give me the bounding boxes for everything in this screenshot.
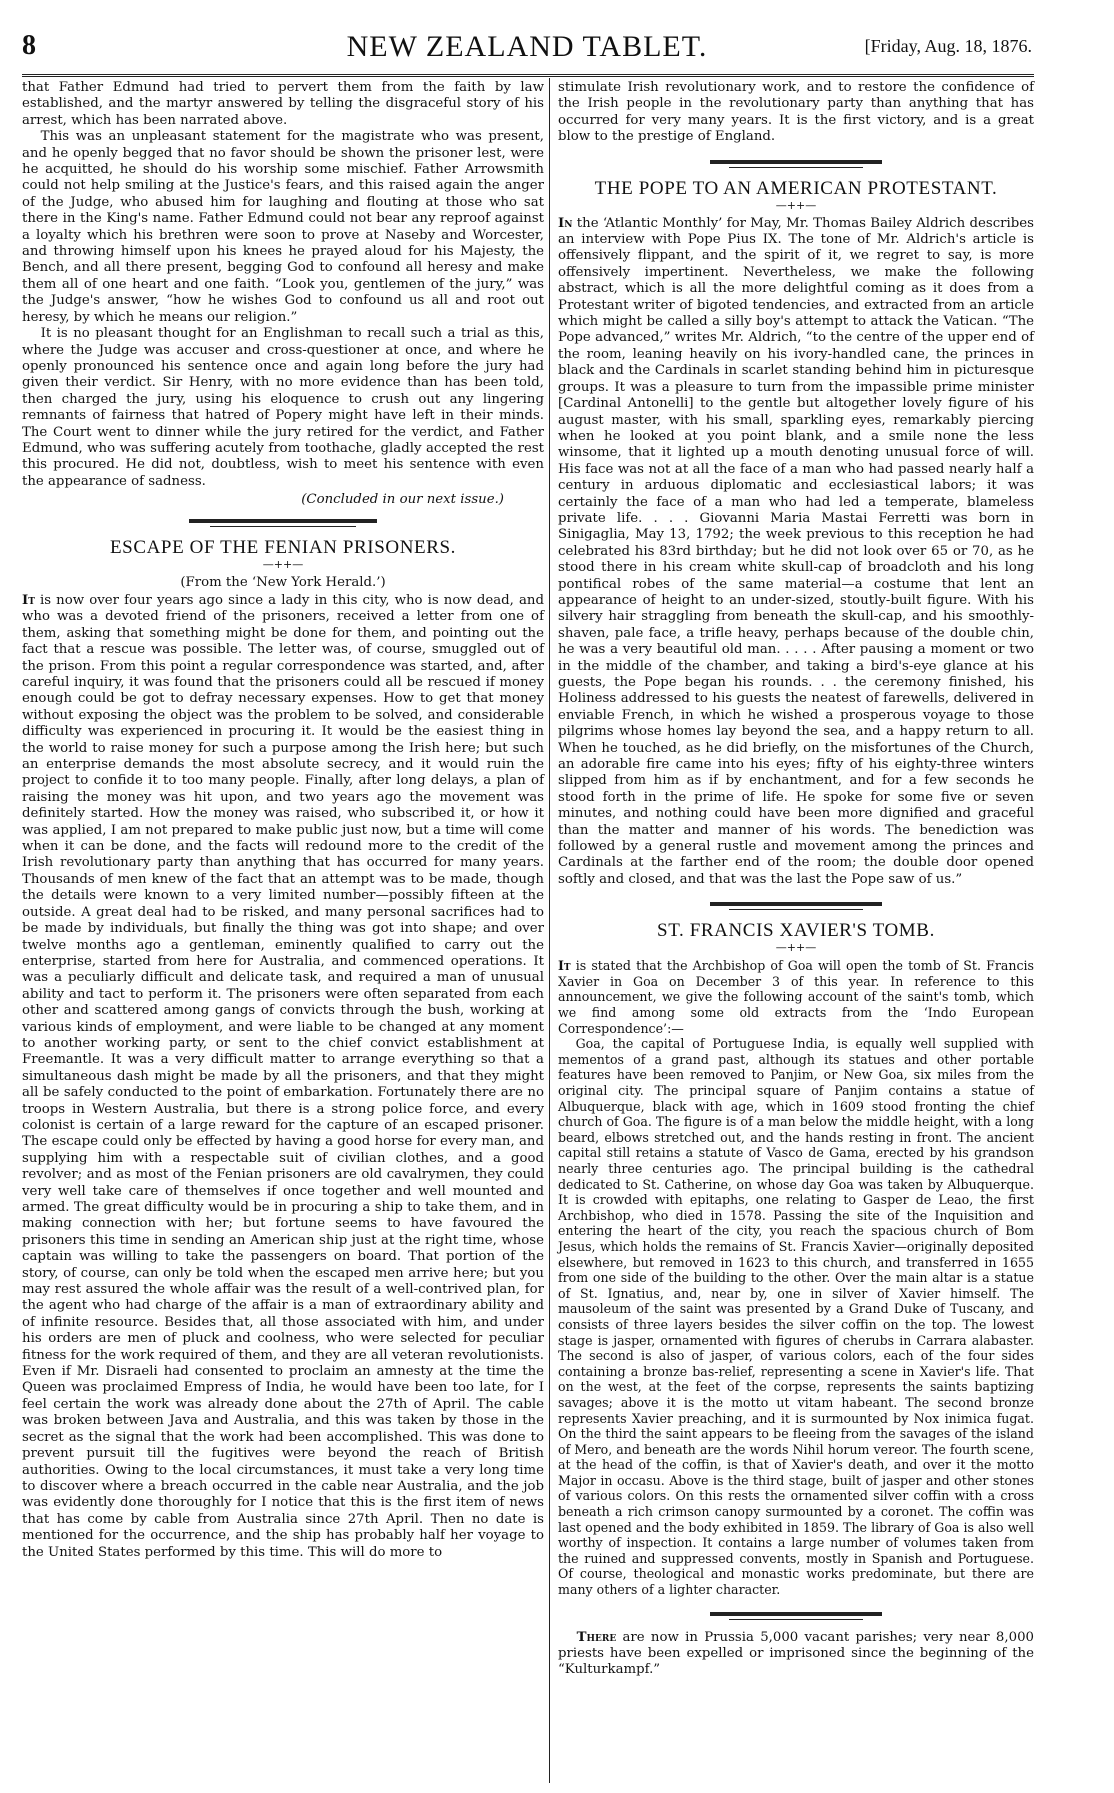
article-paragraph: It is no pleasant thought for an Englishman to recall such a trial as this, where the Judge was accuser and cross-questioner at once, and where he openly pronounced his sentence once and again long before the jury had given their verdict. Sir Henry, with no more evidence than has been told, then charged the jury, using his eloquence to crush out any lingering remnants of fairness that hatred of Popery might have left in their minds. The Court went to dinner while the jury retired for the verdict, and Father Edmund, who was suffering acutely from toothache, gladly accepted the rest this procured. He did not, doubtless, wish to meet his sentence with even the appearance of sadness. (22, 326, 544, 489)
xavier-intro-text: is stated that the Archbishop of Goa will open the tomb of St. Francis Xavier in Goa on December 3 of this year. In reference to this announcement, we give the following account of the saint's tomb, which we find among some old extracts from the ‘Indo European Correspondence’:— (558, 958, 1034, 1036)
masthead: NEW ZEALAND TABLET. (346, 30, 708, 63)
issue-date: [Friday, Aug. 18, 1876. (864, 36, 1032, 56)
concluded-note: (Concluded in our next issue.) (301, 492, 504, 508)
fenian-article-title: ESCAPE OF THE FENIAN PRISONERS. (109, 536, 457, 558)
pope-article-body (558, 216, 1034, 889)
xavier-article-title: ST. FRANCIS XAVIER'S TOMB. (657, 920, 935, 942)
title-ornament: —++— (775, 941, 817, 955)
article-paragraph: This was an unpleasant statement for the magistrate who was present, and he openly begged that no favor should be shown the prisoner lest, were he acquitted, he should do his worship some mischief. Father Arrowsmith could not help smiling at the Justice's fears, and this raised again the anger of the Judge, who abused him for laughing and flouting at those who sat there in the King's name. Father Edmund could not bear any reproof against a loyalty which his brethren were soon to prove at Naseby and Worcester, and throwing himself upon his knees he prayed aloud for his Majesty, the Bench, and all there present, begging God to confound all heresy and make them all of one heart and one faith. “Look you, gentlemen of the jury,” was the Judge's answer, “how he wishes God to confound us all and root out heresy, by which he means our religion.” (22, 129, 544, 325)
dropcap-word: It (558, 958, 571, 974)
fenian-source-line: (From the ‘New York Herald.’) (180, 574, 386, 590)
article-paragraph: that Father Edmund had tried to pervert them from the faith by law established, and the martyr answered by telling the disgraceful story of his arrest, which has been narrated above. (22, 80, 544, 128)
section-separator (22, 513, 544, 531)
right-column (558, 80, 1034, 1679)
title-ornament: —++— (775, 198, 817, 212)
pope-article-title: THE POPE TO AN AMERICAN PROTESTANT. (594, 177, 998, 199)
prussia-note (558, 1630, 1034, 1679)
fenian-text: is now over four years ago since a lady in this city, who is now dead, and who was a devoted friend of the prisoners, received a letter from one of them, asking that something might be done for them, and pointing out the fact that a rescue was possible. The letter was, of course, smuggled out of the prison. From this point a regular correspondence was started, and, after careful inquiry, it was found that the prisoners could all be rescued if money enough could be got to defray necessary expenses. How to get that money without exposing the object was the problem to be solved, and considerable difficulty was experienced in procuring it. It would be the easiest thing in the world to raise money for such a purpose among the Irish here; but such an enterprise demands the most absolute secrecy, and it would ruin the project to confide it to too many people. Finally, after long delays, a plan of raising the money was hit upon, and two years ago the movement was definitely started. How the money was raised, who subscribed it, or how it was applied, I am not prepared to make public just now, but a time will come when it can be done, and the facts will redound more to the credit of the Irish revolutionary party than anything that has occurred for many years. Thousands of men knew of the fact that an attempt was to be made, though the details were known to a very limited number—possibly fifteen at the outside. A great deal had to be risked, and many personal sacrifices had to be made by individuals, but finally the thing was got into shape; and over twelve months ago a gentleman, eminently qualified to carry out the enterprise, started from here for Australia, and commenced operations. It was a peculiarly difficult and delicate task, and required a man of unusual ability and tact to perform it. The prisoners were often separated from each other and scattered among gangs of convicts through the bush, working at various kinds of employment, and were liable to be changed at any moment to another working party, or sent to the chief convict establishment at Freemantle. It was a very difficult matter to arrange everything so that a simultaneous dash might be made by all the prisoners, and that they might all be safely conducted to the point of embarkation. Fortunately there are no troops in Western Australia, but there is a strong police force, and every colonist is certain of a large reward for the capture of an escaped prisoner. The escape could only be effected by having a good horse for every man, and supplying him with a respectable suit of civilian clothes, and a good revolver; and as most of the Fenian prisoners are old cavalrymen, they could very well take care of themselves if once together and well mounted and armed. The great difficulty would be in procuring a ship to take them, and in making connection with her; but fortune seems to have favoured the prisoners this time in sending an American ship just at the right time, whose captain was willing to take the passengers on board. That portion of the story, of course, can only be told when the escaped men arrive here; but you may rest assured the whole affair was the result of a well-contrived plan, for the agent who had charge of the affair is a man of extraordinary ability and of infinite resource. Besides that, all those associated with him, and under his orders are men of pluck and coolness, who were selected for peculiar fitness for the work required of them, and they are all veteran revolutionists. Even if Mr. Disraeli had consented to proclaim an amnesty at the time the Queen was proclaimed Empress of India, he would have been too late, for I feel certain the work was already done about the 27th of April. The cable was broken between Java and Australia, and this was taken by those in the secret as the signal that the work had been accomplished. This was done to prevent pursuit till the fugitives were beyond the reach of British authorities. Owing to the local circumstances, it must take a very long time to discover where a breach occurred in the cable near Australia, and the job was evidently done thoroughly for I notice that this is the first item of news that has come by cable from Australia since 27th April. Then no date is mentioned for the occurrence, and the ship has probably half her voyage to the United States performed by this time. This will do more to (22, 592, 544, 1560)
dropcap-word: There (576, 1629, 617, 1645)
section-separator (558, 1606, 1034, 1624)
page-header (22, 30, 1032, 74)
xavier-article-body: Goa, the capital of Portuguese India, is equally well supplied with mementos of a grand past, although its statues and other portable features have been removed to Panjim, or New Goa, six miles from the original city. The principal square of Panjim contains a statue of Albuquerque, black with age, which in 1609 stood fronting the chief church of Goa. The figure is of a man below the middle height, with a long beard, elbows stretched out, and the hands resting in front. The ancient capital still retains a statute of Vasco de Gama, erected by his grandson nearly three centuries ago. The principal building is the cathedral dedicated to St. Catherine, on whose day Goa was taken by Albuquerque. It is crowded with epitaphs, one relating to Gasper de Leao, the first Archbishop, who died in 1578. Passing the site of the Inquisition and entering the heart of the city, you reach the spacious church of Bom Jesus, which holds the remains of St. Francis Xavier—originally deposited elsewhere, but removed in 1623 to this church, and transferred in 1655 from one side of the building to the other. Over the main altar is a statue of St. Ignatius, and, near by, one in silver of Xavier himself. The mausoleum of the saint was presented by a Grand Duke of Tuscany, and consists of three layers besides the silver coffin on the top. The lowest stage is jasper, ornamented with figures of cherubs in Carrara alabaster. The second is also of jasper, of various colors, each of the four sides containing a bronze bas-relief, representing a scene in Xavier's life. That on the west, at the feet of the corpse, represents the saints baptizing savages; above it is the motto ut vitam habeant. The second bronze represents Xavier preaching, and it is surmounted by Nox inimica fugat. On the third the saint appears to be fleeing from the savages of the island of Mero, and beneath are the words Nihil horum vereor. The fourth scene, at the head of the coffin, is that of Xavier's death, and over it the motto Major in occasu. Above is the third stage, built of jasper and other stones of various colors. On this rests the ornamented silver coffin with a cross beneath a rich crimson canopy surmounted by a coronet. The coffin was last opened and the body exhibited in 1859. The library of Goa is also well worthy of inspection. It contains a large number of volumes taken from the ruined and suppressed convents, mostly in Spanish and Portuguese. Of course, theological and monastic works predominate, but there are many others of a lighter character. (558, 1036, 1034, 1598)
header-rule (22, 74, 1034, 77)
pope-text: the ‘Atlantic Monthly’ for May, Mr. Thomas Bailey Aldrich describes an interview with Pope Pius IX. The tone of Mr. Aldrich's article is offensively flippant, and the spirit of it, we regret to say, is more offensively impertinent. Nevertheless, we make the following abstract, which is all the more delightful coming as it does from a Protestant writer of bigoted tendencies, and extracted from an article which might be called a silly boy's attempt to attack the Vatican. “The Pope advanced,” writes Mr. Aldrich, “to the centre of the upper end of the room, leaning heavily on his ivory-handled cane, the princes in black and the Cardinals in scarlet standing behind him in picturesque groups. It was a pleasure to turn from the impassible prime minister [Cardinal Antonelli] to the gentle but altogether lovely figure of his august master, with his small, sparkling eyes, remarkably piercing when he looked at you point blank, and a smile none the less winsome, that it lighted up a mouth denoting unusual force of will. His face was not at all the face of a man who had passed nearly half a century in arduous diplomatic and ecclesiastical labors; it was certainly the face of a man who had led a temperate, blameless private life. . . . Giovanni Maria Mastai Ferretti was born in Sinigaglia, May 13, 1792; the week previous to this reception he had celebrated his 83rd birthday; but he did not look over 65 or 70, as he stood there in his cream white skull-cap of broadcloth and his long pontifical robes of the same material—a costume that lent an appearance of height to an under-sized, stoutly-built figure. With his silvery hair straggling from beneath the skull-cap, and his smoothly-shaven, pale face, a trifle heavy, perhaps because of the double chin, he was a very beautiful old man. . . . . After pausing a moment or two in the middle of the chamber, and taking a bird's-eye glance at his guests, the Pope began his rounds. . . the ceremony finished, his Holiness addressed to his guests the neatest of farewells, delivered in enviable French, in which he wished a prosperous voyage to those pilgrims whose homes lay beyond the sea, and a happy return to all. When he touched, as he did briefly, on the misfortunes of the Church, an adorable fire came into his eyes; fifty of his eighty-three winters slipped from him as if by enchantment, and for a few seconds he stood forth in the prime of life. He spoke for some five or seven minutes, and nothing could have been more dignified and graceful than the matter and manner of his words. The benediction was followed by a general rustle and movement among the princes and Cardinals at the farther end of the room; the double door opened softly and closed, and that was the last the Pope saw of us.” (558, 215, 1034, 887)
dropcap-word: It (22, 592, 35, 608)
dropcap-word: In (558, 215, 573, 231)
column-divider (549, 78, 550, 1783)
section-separator (558, 896, 1034, 914)
prussia-text: are now in Prussia 5,000 vacant parishes; very near 8,000 priests have been expelled or imprisoned since the beginning of the “Kulturkampf.” (558, 1629, 1034, 1678)
left-column (22, 80, 544, 1561)
title-ornament: —++— (262, 557, 304, 571)
fenian-article-body (22, 593, 544, 1561)
xavier-intro (558, 958, 1034, 1036)
section-separator (558, 154, 1034, 172)
page-number: 8 (22, 30, 36, 61)
fenian-continuation: stimulate Irish revolutionary work, and to restore the confidence of the Irish people in the revolutionary party than anything that has occurred for very many years. It is the first victory, and is a great blow to the prestige of England. (558, 80, 1034, 145)
